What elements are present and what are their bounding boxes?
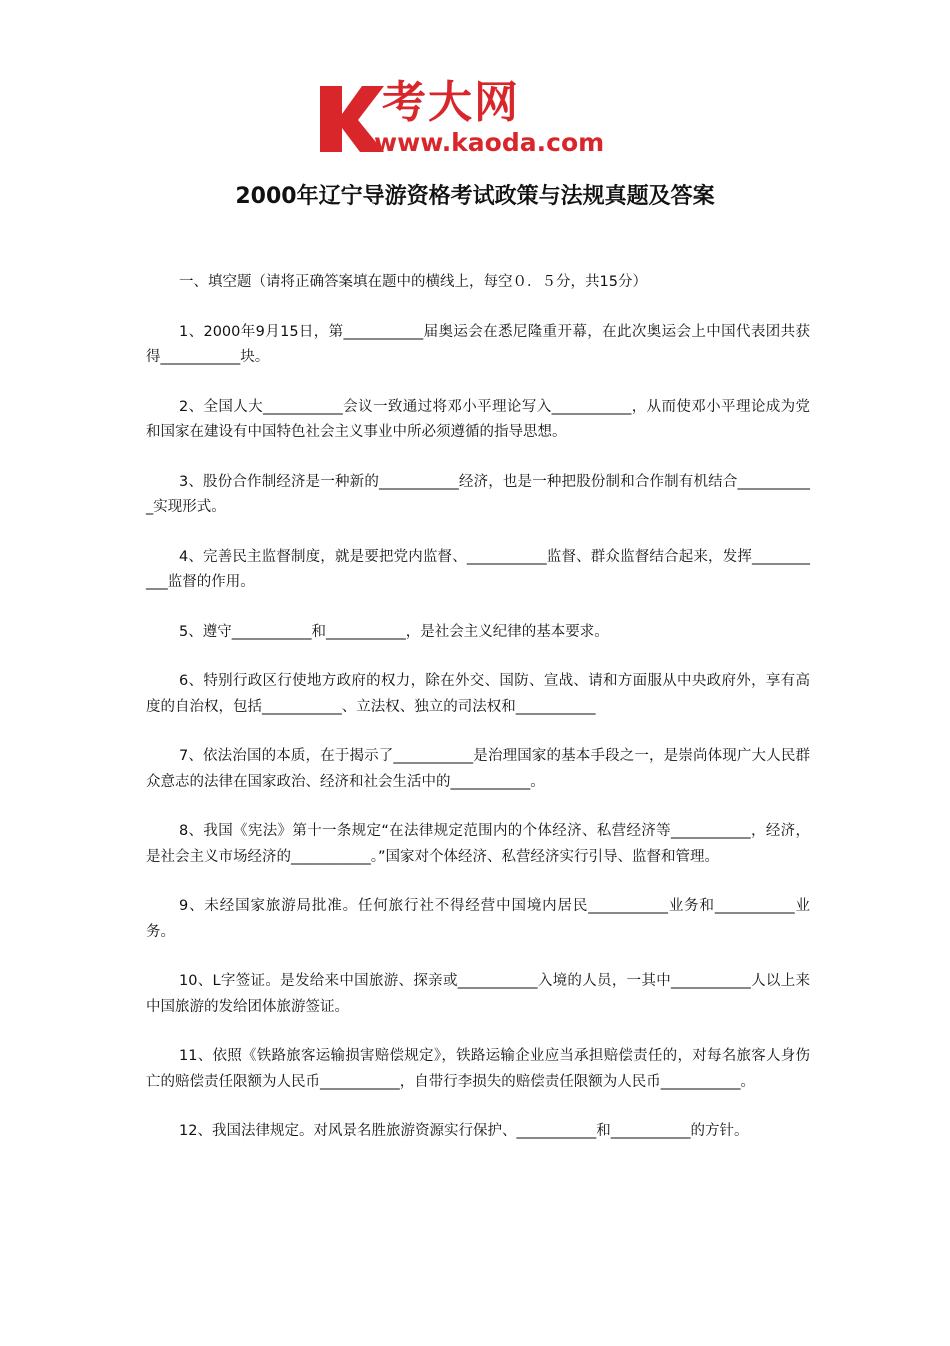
document-body bbox=[146, 270, 810, 1169]
question-11: 11、依照《铁路旅客运输损害赔偿规定》，铁路运输企业应当承担赔偿责任的，对每名旅客人身伤亡的赔偿责任限额为人民币___________，自带行李损失的赔偿责任限额为人民币___________。 bbox=[146, 1048, 810, 1090]
question-4: 4、完善民主监督制度，就是要把党内监督、___________监督、群众监督结合起来，发挥___________监督的作用。 bbox=[146, 548, 810, 590]
question-1: 1、2000年9月15日，第___________届奥运会在悉尼隆重开幕，在此次奥运会上中国代表团共获得___________块。 bbox=[146, 323, 810, 365]
question-5: 5、遵守___________和___________，是社会主义纪律的基本要求。 bbox=[179, 623, 609, 640]
question-9: 9、未经国家旅游局批准。任何旅行社不得经营中国境内居民___________业务和___________业务。 bbox=[146, 898, 810, 940]
question-8: 8、我国《宪法》第十一条规定“在法律规定范围内的个体经济、私营经济等___________，经济，是社会主义市场经济的___________。”国家对个体经济、私营经济实行引导、监督和管理。 bbox=[146, 823, 810, 865]
logo-title: 考大网 bbox=[382, 77, 520, 128]
logo-url: www.kaoda.com bbox=[374, 128, 605, 157]
question-12: 12、我国法律规定。对风景名胜旅游资源实行保护、___________和___________的方针。 bbox=[179, 1123, 749, 1139]
page-title: 2000年辽宁导游资格考试政策与法规真题及答案 bbox=[235, 184, 715, 209]
question-10: 10、L字签证。是发给来中国旅游、探亲或___________入境的人员，一其中___________人以上来中国旅游的发给团体旅游签证。 bbox=[146, 973, 810, 1015]
section-heading: 一、填空题（请将正确答案填在题中的横线上，每空０．５分，共15分） bbox=[179, 274, 647, 290]
question-2: 2、全国人大___________会议一致通过将邓小平理论写入___________，从而使邓小平理论成为党和国家在建设有中国特色社会主义事业中所必须遵循的指导思想。 bbox=[146, 398, 810, 440]
question-3: 3、股份合作制经济是一种新的___________经济，也是一种把股份制和合作制有机结合___________实现形式。 bbox=[146, 473, 810, 515]
question-7: 7、依法治国的本质，在于揭示了___________是治理国家的基本手段之一，是崇尚体现广大人民群众意志的法律在国家政治、经济和社会生活中的___________。 bbox=[146, 748, 810, 790]
question-6: 6、特别行政区行使地方政府的权力，除在外交、国防、宣战、请和方面服从中央政府外，享有高度的自治权，包括___________、立法权、独立的司法权和___________ bbox=[146, 673, 810, 715]
kaoda-logo bbox=[318, 78, 638, 158]
